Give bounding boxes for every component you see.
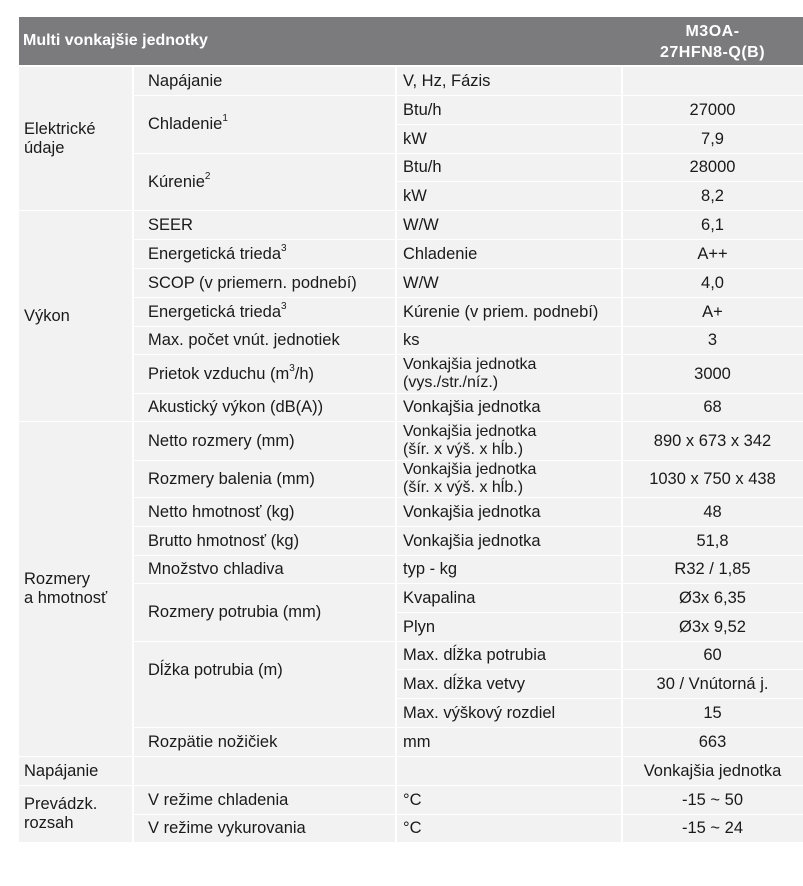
value-akusticky: 68 bbox=[703, 398, 722, 416]
unit-max-vyskovy-rozdiel: Max. výškový rozdiel bbox=[403, 703, 556, 722]
param-prietok: Prietok vzduchu (m 3 /h) bbox=[148, 355, 398, 393]
value-max-dlzka-potrubia: 60 bbox=[703, 646, 722, 664]
value-max-dlzka-vetvy: 30 / Vnútorná j. bbox=[656, 674, 769, 693]
value-max-pocet: 3 bbox=[707, 331, 718, 349]
unit-trieda-kurenie: Kúrenie (v priem. podnebí) bbox=[403, 302, 599, 321]
value-kurenie-kw: 8,2 bbox=[701, 186, 724, 205]
unit-max-dlzka-vetvy: Max. dĺžka vetvy bbox=[403, 674, 525, 693]
group-label-napajanie: Napájanie bbox=[24, 761, 99, 780]
model-line-2: 27HFN8-Q(B) bbox=[659, 44, 766, 61]
value-max-vyskovy-rozdiel: 15 bbox=[703, 703, 722, 722]
unit-akusticky: Vonkajšia jednotka bbox=[403, 398, 541, 416]
param-energeticka-trieda-kurenie: Energetická trieda 3 bbox=[148, 298, 398, 326]
unit-rozmery-balenia: Vonkajšia jednotka (šír. x výš. x hĺb.) bbox=[403, 461, 537, 496]
param-rozmery-potrubia: Rozmery potrubia (mm) bbox=[148, 603, 322, 621]
param-rozpatie-nozicek: Rozpätie nožičiek bbox=[148, 732, 278, 751]
unit-prietok: Vonkajšia jednotka (vys./str./níz.) bbox=[403, 356, 537, 391]
param-seer: SEER bbox=[148, 215, 193, 234]
value-kurenie-btu: 28000 bbox=[689, 158, 736, 176]
footnote-ref: 3 bbox=[281, 242, 287, 254]
value-plyn: Ø3x 9,52 bbox=[679, 617, 746, 636]
param-kurenie: Kúrenie 2 bbox=[148, 154, 398, 210]
value-rozpatie-nozicek: 663 bbox=[698, 732, 727, 751]
unit-trieda-chladenie: Chladenie bbox=[403, 244, 478, 263]
group-label-vykon: Výkon bbox=[24, 306, 70, 325]
param-brutto-hmotnost: Brutto hmotnosť (kg) bbox=[148, 531, 300, 550]
group-label-prevadzk: Prevádzk. rozsah bbox=[24, 795, 98, 832]
unit-mnozstvo-chladiva: typ - kg bbox=[403, 560, 458, 578]
param-energeticka-trieda-chladenie: Energetická trieda 3 bbox=[148, 240, 398, 268]
value-kvapalina: Ø3x 6,35 bbox=[679, 588, 746, 607]
group-label-rozmery: Rozmery a hmotnosť bbox=[24, 570, 108, 607]
unit-plyn: Plyn bbox=[403, 617, 436, 636]
value-napajanie bbox=[622, 67, 803, 95]
unit-max-dlzka-potrubia: Max. dĺžka potrubia bbox=[403, 646, 547, 664]
model-line-1: M3OA- bbox=[685, 23, 740, 40]
footnote-ref: 1 bbox=[222, 113, 228, 124]
param-akusticky: Akustický výkon (dB(A)) bbox=[148, 398, 324, 416]
unit-rezim-vykurovania: °C bbox=[403, 819, 422, 837]
unit-kurenie-kw: kW bbox=[403, 186, 427, 205]
unit-kvapalina: Kvapalina bbox=[403, 588, 476, 607]
unit-rezim-chladenia: °C bbox=[403, 790, 422, 809]
value-brutto-hmotnost: 51,8 bbox=[696, 531, 729, 550]
model-name bbox=[622, 21, 803, 63]
unit-rozpatie-nozicek: mm bbox=[403, 732, 431, 751]
value-mnozstvo-chladiva: R32 / 1,85 bbox=[674, 560, 751, 578]
footnote-ref: 3 bbox=[281, 300, 287, 312]
group-label-elektricke: Elektrické údaje bbox=[24, 119, 96, 157]
value-rozmery-balenia: 1030 x 750 x 438 bbox=[649, 469, 776, 488]
param-rozmery-balenia: Rozmery balenia (mm) bbox=[148, 469, 315, 488]
unit-scop: W/W bbox=[403, 273, 439, 292]
unit-netto-rozmery: Vonkajšia jednotka (šír. x výš. x hĺb.) bbox=[403, 423, 537, 458]
unit-chladenie-btu: Btu/h bbox=[403, 100, 442, 119]
value-netto-hmotnost: 48 bbox=[703, 502, 722, 521]
param-chladenie: Chladenie 1 bbox=[148, 96, 398, 153]
value-trieda-kurenie: A+ bbox=[702, 302, 723, 321]
unit-kurenie-btu: Btu/h bbox=[403, 158, 442, 176]
table-title: Multi vonkajšie jednotky bbox=[23, 32, 208, 49]
param-dlzka-potrubia: Dĺžka potrubia (m) bbox=[148, 660, 283, 679]
unit-chladenie-kw: kW bbox=[403, 129, 427, 148]
unit-seer: W/W bbox=[403, 215, 439, 234]
value-trieda-chladenie: A++ bbox=[697, 244, 728, 263]
footnote-ref: 2 bbox=[204, 170, 211, 182]
unit-brutto-hmotnost: Vonkajšia jednotka bbox=[403, 531, 541, 550]
table-header bbox=[19, 17, 803, 65]
value-napajanie-jednotka: Vonkajšia jednotka bbox=[643, 761, 782, 780]
param-scop: SCOP (v priemern. podnebí) bbox=[148, 273, 357, 292]
param-netto-rozmery: Netto rozmery (mm) bbox=[148, 431, 295, 450]
value-seer: 6,1 bbox=[701, 215, 724, 234]
unit-netto-hmotnost: Vonkajšia jednotka bbox=[403, 502, 541, 521]
unit-max-pocet: ks bbox=[403, 331, 420, 349]
unit-napajanie: V, Hz, Fázis bbox=[403, 71, 491, 90]
value-rezim-chladenia: -15 ~ 50 bbox=[681, 790, 743, 809]
param-napajanie: Napájanie bbox=[148, 71, 223, 90]
param-netto-hmotnost: Netto hmotnosť (kg) bbox=[148, 502, 295, 521]
value-netto-rozmery: 890 x 673 x 342 bbox=[653, 431, 772, 450]
value-scop: 4,0 bbox=[701, 273, 724, 292]
param-mnozstvo-chladiva: Množstvo chladiva bbox=[148, 560, 284, 578]
value-rezim-vykurovania: -15 ~ 24 bbox=[681, 819, 743, 837]
value-prietok: 3000 bbox=[694, 364, 731, 383]
param-rezim-chladenia: V režime chladenia bbox=[148, 790, 289, 809]
param-max-pocet: Max. počet vnút. jednotiek bbox=[148, 331, 340, 349]
value-chladenie-kw: 7,9 bbox=[701, 129, 724, 148]
param-rezim-vykurovania: V režime vykurovania bbox=[148, 819, 306, 837]
superscript: 3 bbox=[289, 362, 295, 374]
value-chladenie-btu: 27000 bbox=[689, 100, 736, 119]
